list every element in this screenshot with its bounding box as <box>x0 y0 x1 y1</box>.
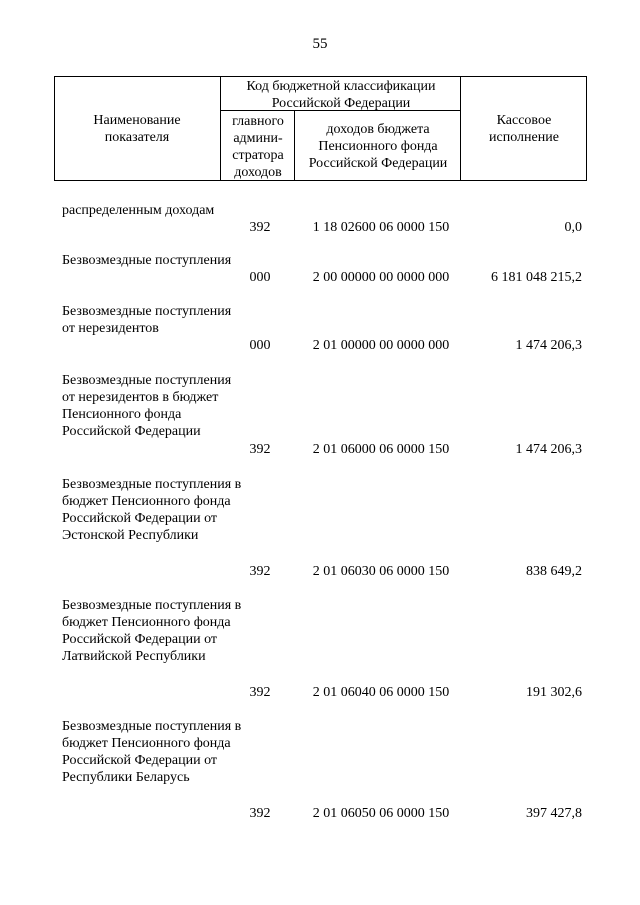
header-divider-2 <box>294 110 295 181</box>
row-income-code: 1 18 02600 06 0000 150 <box>312 220 450 235</box>
row-admin-code: 000 <box>249 338 271 353</box>
page-number: 55 <box>312 36 328 52</box>
row-admin-code: 392 <box>249 564 271 579</box>
row-name: Безвозмездные поступления от нерезидентов в бюджет Пенсионного фонда Российской Федерации <box>62 373 232 439</box>
header-divider-1 <box>220 76 221 181</box>
table-row <box>0 372 640 458</box>
row-amount: 397 427,8 <box>526 806 582 821</box>
table-row <box>0 597 640 701</box>
row-admin-code: 392 <box>249 806 271 821</box>
table-row <box>0 303 640 354</box>
row-name: Безвозмездные поступления <box>62 253 232 268</box>
row-name: распределенным доходам <box>62 203 215 218</box>
table-header <box>54 76 587 180</box>
row-name: Безвозмездные поступления в бюджет Пенсионного фонда Российской Федерации от Латвийской Республики <box>62 598 242 664</box>
row-amount: 0,0 <box>564 220 582 235</box>
header-income: доходов бюджета Пенсионного фонда Российской Федерации <box>308 122 448 171</box>
row-amount: 1 474 206,3 <box>515 442 582 457</box>
header-amount: Кассовое исполнение <box>489 113 559 145</box>
header-admin: главного админи-стратора доходов <box>232 114 284 180</box>
row-amount: 6 181 048 215,2 <box>491 270 582 285</box>
table-row <box>0 718 640 822</box>
row-name: Безвозмездные поступления от нерезидентов <box>62 304 232 336</box>
row-amount: 191 302,6 <box>526 685 582 700</box>
header-right-border <box>586 76 587 181</box>
header-bottom-border <box>54 180 587 181</box>
row-income-code: 2 01 06040 06 0000 150 <box>312 685 450 700</box>
header-top-border <box>54 76 587 77</box>
row-name: Безвозмездные поступления в бюджет Пенсионного фонда Российской Федерации от Эстонской Республики <box>62 477 242 543</box>
row-income-code: 2 01 00000 00 0000 000 <box>312 338 450 353</box>
table-row <box>0 202 640 236</box>
row-admin-code: 392 <box>249 685 271 700</box>
row-income-code: 2 00 00000 00 0000 000 <box>312 270 450 285</box>
row-admin-code: 392 <box>249 220 271 235</box>
row-income-code: 2 01 06030 06 0000 150 <box>312 564 450 579</box>
header-name: Наименование показателя <box>93 113 181 145</box>
row-admin-code: 000 <box>249 270 271 285</box>
header-left-border <box>54 76 55 181</box>
header-divider-3 <box>460 76 461 181</box>
row-name: Безвозмездные поступления в бюджет Пенсионного фонда Российской Федерации от Республики Беларусь <box>62 719 242 785</box>
row-amount: 1 474 206,3 <box>515 338 582 353</box>
row-income-code: 2 01 06000 06 0000 150 <box>312 442 450 457</box>
row-admin-code: 392 <box>249 442 271 457</box>
header-budget-code: Код бюджетной классификации Российской Федерации <box>246 79 436 111</box>
row-amount: 838 649,2 <box>526 564 582 579</box>
table-row <box>0 476 640 580</box>
row-income-code: 2 01 06050 06 0000 150 <box>312 806 450 821</box>
table-row <box>0 252 640 286</box>
